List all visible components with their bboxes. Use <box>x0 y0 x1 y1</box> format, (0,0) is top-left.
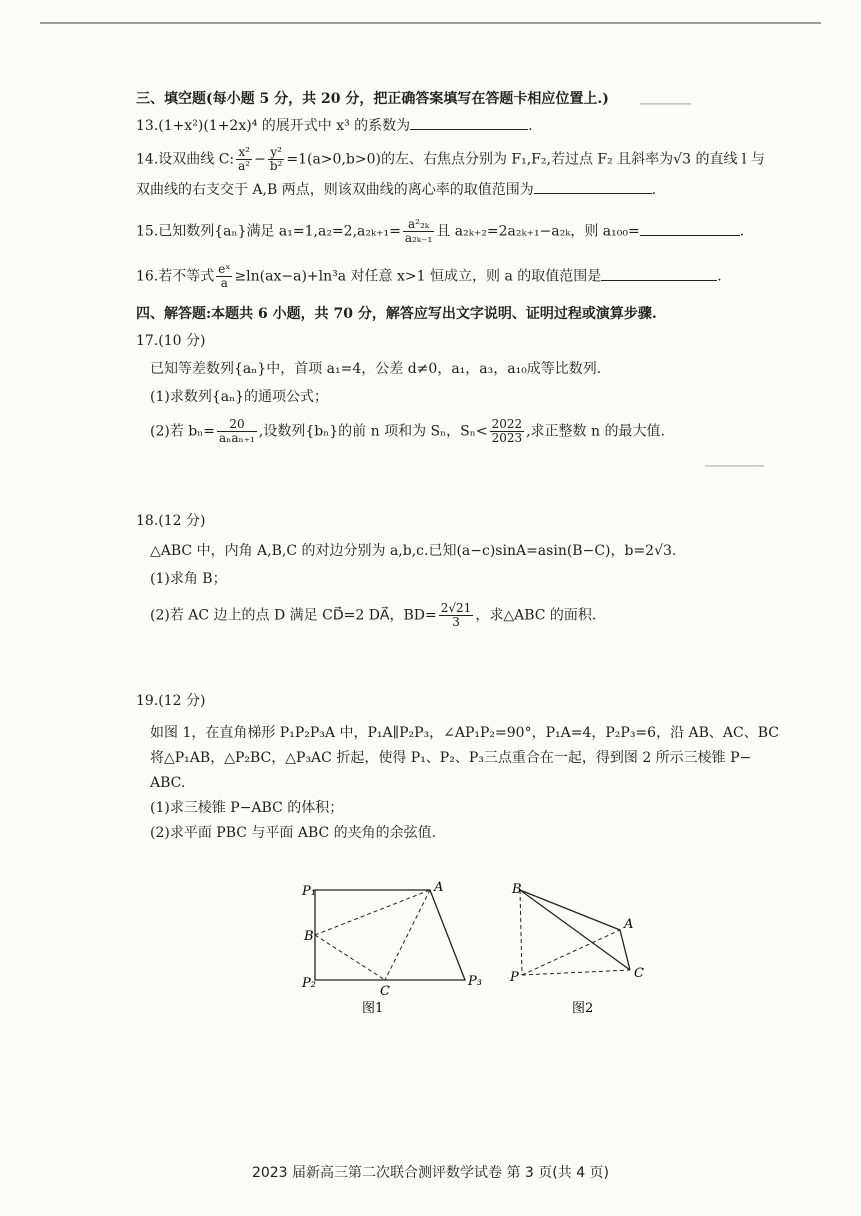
fig1-label-p1: P₁ <box>302 884 316 899</box>
q14-line1b: =1(a>0,b>0)的左、右焦点分别为 F₁,F₂,若过点 F₂ 且斜率为√3 的直线 l 与 <box>286 151 765 168</box>
question-15 <box>136 218 801 245</box>
q14-line1a: 14.设双曲线 C: <box>136 151 235 168</box>
section-3 <box>136 88 801 110</box>
section-4-title: 四、解答题:本题共 6 小题，共 70 分，解答应写出文字说明、证明过程或演算步骤. <box>136 306 657 322</box>
q19-line3: ABC. <box>150 775 186 791</box>
question-18 <box>136 510 801 629</box>
q15-text-b: 且 a₂ₖ₊₂=2a₂ₖ₊₁−a₂ₖ，则 a₁₀₀= <box>436 223 640 240</box>
section-4 <box>136 303 801 325</box>
q16-end: . <box>717 268 722 285</box>
fold-line-ab <box>315 890 430 935</box>
q17-part2-c: ,求正整数 n 的最大值. <box>526 423 665 440</box>
q15-fraction <box>403 218 435 245</box>
fig1-label-b: B <box>304 929 314 944</box>
q17-part2-b: ,设数列{bₙ}的前 n 项和为 Sₙ，Sₙ< <box>258 423 488 440</box>
fig2-label-a: A <box>624 917 634 932</box>
question-13 <box>136 115 801 137</box>
q18-part2 <box>136 602 801 629</box>
q13-end: . <box>528 118 533 134</box>
q17-frac2-den: 2023 <box>491 431 523 445</box>
q17-frac1-num: 20 <box>217 418 257 432</box>
answer-blank <box>534 179 652 194</box>
fold-line-ac <box>385 890 430 980</box>
section-3-title: 三、填空题(每小题 5 分，共 20 分，把正确答案填写在答题卡相应位置上.) <box>136 91 609 107</box>
answer-blank <box>640 221 740 236</box>
q14-line2: 双曲线的右支交于 A,B 两点，则该双曲线的离心率的取值范围为 <box>136 182 534 198</box>
question-16 <box>136 263 801 290</box>
q17-fraction-1 <box>217 418 257 445</box>
fold-line-bc <box>315 935 385 980</box>
q14-fraction-2 <box>268 146 285 173</box>
q17-part2 <box>136 418 801 445</box>
question-19 <box>136 690 801 844</box>
q16-text-a: 16.若不等式 <box>136 268 215 285</box>
q17-fraction-2 <box>490 418 525 445</box>
fig1-label-c: C <box>380 984 390 999</box>
q15-text-a: 15.已知数列{aₙ}满足 a₁=1,a₂=2,a₂ₖ₊₁= <box>136 223 401 240</box>
q18-line1: △ABC 中，内角 A,B,C 的对边分别为 a,b,c.已知(a−c)sinA=asin(B−C)，b=2√3. <box>150 543 677 559</box>
q19-heading: 19.(12 分) <box>136 693 206 709</box>
trapezoid <box>315 890 465 980</box>
q16-frac-den: a <box>220 276 228 290</box>
fig2-label-p: P <box>510 970 519 985</box>
fig2-label-b: B <box>512 882 522 897</box>
fig1-label-p2: P₂ <box>302 976 316 991</box>
figures <box>290 875 670 1025</box>
figure-1 <box>301 880 482 1016</box>
page-footer: 2023 届新高三第二次联合测评数学试卷 第 3 页(共 4 页) <box>251 1165 610 1181</box>
q16-frac-num: eˣ <box>218 262 231 276</box>
answer-blank <box>410 115 528 130</box>
q14-end: . <box>651 182 657 198</box>
q17-frac2-num: 2022 <box>491 417 523 431</box>
question-14 <box>136 146 801 201</box>
show-through-text: ▁▁▁▁▁▁ <box>640 92 691 105</box>
q14-frac1-den: a² <box>238 159 251 173</box>
q18-part2-b: ，求△ABC 的面积. <box>475 607 597 624</box>
q18-frac-num: 2√21 <box>440 601 472 615</box>
q18-frac-den: 3 <box>452 615 460 629</box>
page-top-rule <box>40 22 821 24</box>
edge-pb <box>520 890 522 975</box>
q17-frac1-den: aₙaₙ₊₁ <box>219 431 255 445</box>
q17-part1: (1)求数列{aₙ}的通项公式； <box>150 389 329 405</box>
q19-line1: 如图 1，在直角梯形 P₁P₂P₃A 中，P₁A∥P₂P₃，∠AP₁P₂=90°，P₁A=4，P₂P₃=6，沿 AB、AC、BC <box>150 725 780 741</box>
edge-pc <box>522 970 630 975</box>
q17-part2-a: (2)若 bₙ= <box>150 423 216 440</box>
fig2-label-c: C <box>634 966 644 981</box>
fig2-caption: 图2 <box>572 1001 594 1016</box>
q15-end: . <box>739 223 745 240</box>
q17-line1: 已知等差数列{aₙ}中，首项 a₁=4，公差 d≠0，a₁，a₃，a₁₀成等比数列. <box>150 361 602 377</box>
fig1-label-a: A <box>434 880 444 895</box>
answer-blank <box>601 266 717 281</box>
q18-fraction <box>439 602 474 629</box>
q14-fraction-1 <box>236 146 252 173</box>
q14-frac2-den: b² <box>269 159 283 173</box>
q17-heading: 17.(10 分) <box>136 333 206 349</box>
q13-text: 13.(1+x²)(1+2x)⁴ 的展开式中 x³ 的系数为 <box>136 118 411 134</box>
q19-line2: 将△P₁AB，△P₂BC，△P₃AC 折起，使得 P₁、P₂、P₃三点重合在一起，得到图 2 所示三棱锥 P− <box>150 750 752 766</box>
q19-part1: (1)求三棱锥 P−ABC 的体积； <box>150 800 344 816</box>
q16-fraction <box>216 263 232 290</box>
q18-part1: (1)求角 B； <box>150 571 227 587</box>
edge-bc <box>520 890 630 970</box>
fig1-label-p3: P₃ <box>468 974 482 989</box>
q18-part2-a: (2)若 AC 边上的点 D 满足 CD⃗=2 DA⃗，BD= <box>150 607 437 624</box>
q19-part2: (2)求平面 PBC 与平面 ABC 的夹角的余弦值. <box>150 825 437 841</box>
figure-2 <box>509 882 644 1016</box>
edge-ab <box>520 890 620 930</box>
q15-frac-den: a₂ₖ₋₁ <box>404 231 433 245</box>
q16-text-b: ≥ln(ax−a)+ln³a 对任意 x>1 恒成立，则 a 的取值范围是 <box>234 268 602 285</box>
q14-frac1-num: x² <box>236 146 252 160</box>
question-17 <box>136 330 801 445</box>
q18-heading: 18.(12 分) <box>136 513 206 529</box>
q15-frac-num: a²₂ₖ <box>403 218 435 232</box>
show-through-text: ▁▁▁▁▁▁▁ <box>705 454 765 467</box>
q14-minus: − <box>254 151 266 168</box>
fig1-caption: 图1 <box>362 1001 384 1016</box>
q14-frac2-num: y² <box>268 146 285 160</box>
